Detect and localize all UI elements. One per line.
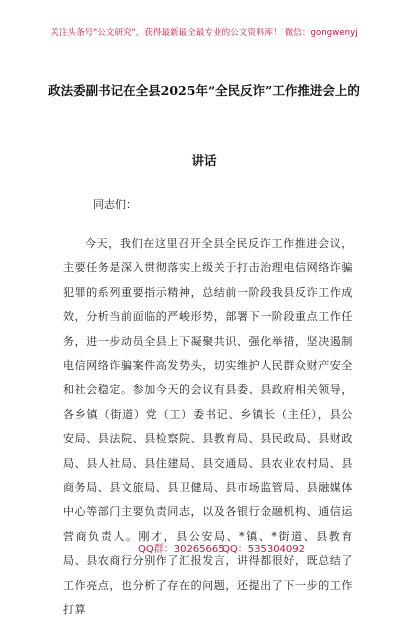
- body-paragraph: 今天，我们在这里召开全县全民反诈工作推进会议，主要任务是深入贯彻落实上级关于打击治理电信网络诈骗犯罪的系列重要指示精神，总结前一阶段我县反诈工作成效，分析当前面临的严峻形势，部署下一阶段重点工作任务，进一步动员全县上下凝聚共识、强化举措，坚决遏制电信网络诈骗案件高发势头，切实维护人民群众财产安全和社会稳定。参加今天的会议有县委、县政府相关领导，各乡镇（街道）党（工）委书记、乡镇长（主任），县公安局、县法院、县检察院、县教育局、县民政局、县财政局、县人社局、县住建局、县交通局、县农业农村局、县商务局、县文旅局、县卫健局、县市场监管局、县融媒体中心等部门主要负责同志，以及各银行金融机构、通信运营商负责人。刚才，县公安局、*镇、*街道、县教育局、县农商行分别作了汇报发言，讲得都很好，既总结了工作亮点，也分析了存在的问题，还提出了下一步的工作打算: [63, 237, 353, 617]
- footer-qq-number: QQ：535304092: [222, 544, 306, 555]
- document-title-line-1: 政法委副书记在全县2025年“全民反诈”工作推进会上的: [48, 83, 360, 98]
- document-title-line-2: 讲话: [191, 153, 217, 168]
- greeting: 同志们：: [93, 198, 137, 211]
- header-promo-note: 关注头条号"公文研究"，获得最新最全最专业的公文资料库！ 微信：gongwenyj: [50, 28, 358, 38]
- footer-qq-group: QQ群：30265665: [138, 544, 225, 555]
